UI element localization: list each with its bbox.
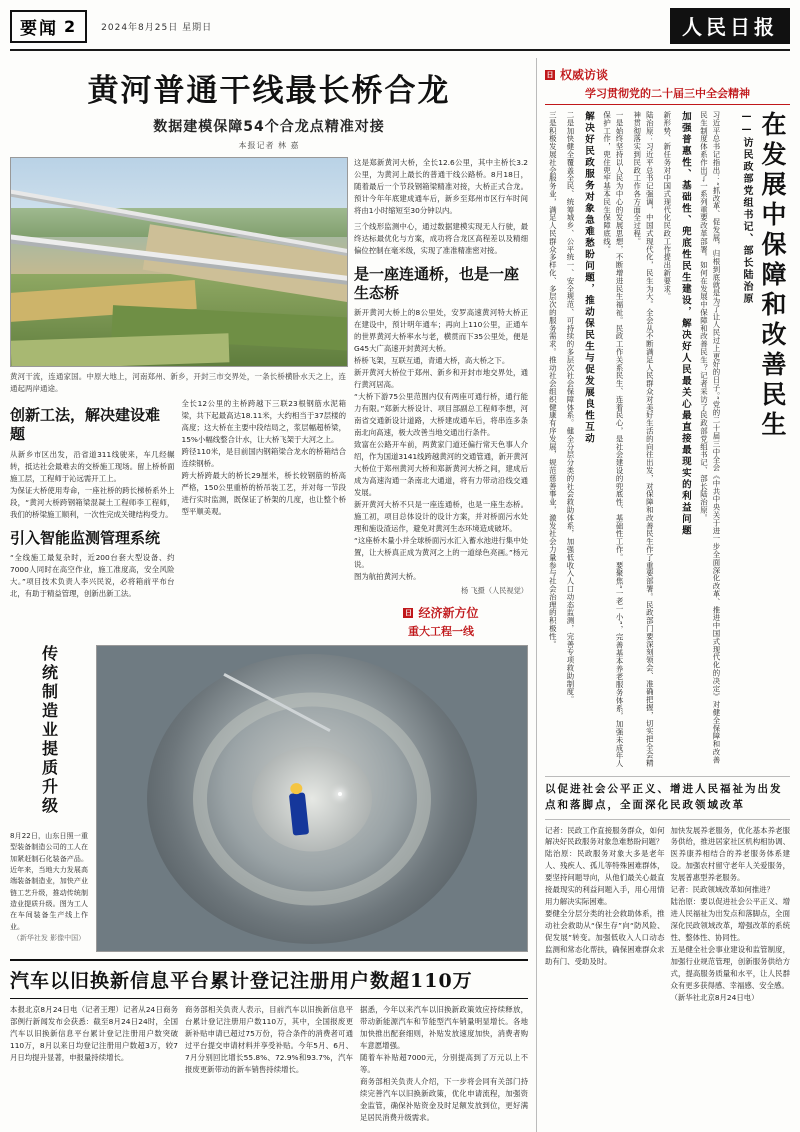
bottom-para-5: 商务部相关负责人介绍，下一步将会同有关部门持续完善汽车以旧换新政策，优化申请流程，加强资金监管，确保补贴资金及时足额发放到位，更好满足居民消费升级需求。 (360, 1076, 528, 1122)
interview-para-10: 加快发展养老服务，优化基本养老服务供给，推进居家社区机构相协调、医养康养相结合的养老服务体系建设。加强农村留守老年人关爱服务，发展普惠型养老服务。 (670, 825, 790, 883)
feature-side (10, 645, 88, 952)
interview-title-block (728, 111, 790, 771)
subtitle-1: 创新工法，解决建设难题 (10, 406, 161, 443)
section-label: 要闻 (20, 18, 58, 39)
interview-tag-label: 权威访谈 (560, 68, 609, 82)
interview-subhead-2: 解决好民政服务对象急难愁盼问题，推动保民生与促发展良性互动 (582, 111, 594, 445)
lead-para-11: 桥桥飞架，互联互通，青通大桥，高大桥之下。 (354, 356, 510, 366)
interview-para-5: 二是加快健全覆盖全民、统筹城乡、公平统一、安全规范、可持续的多层次社会保障体系。健全分层分类的社会救助体系，加强低收入人口动态监测，完善专项救助制度。 (565, 111, 575, 704)
interview-para-13: 五是健全社会事业建设和监管制度，加强行业规范管理，创新服务供给方式，提高服务质量和水平，让人民群众有更多获得感、幸福感、安全感。 (670, 945, 790, 991)
interview-para-14: （新华社北京8月24日电） (670, 993, 759, 1003)
lead-photo-column (10, 157, 346, 639)
issue-date: 2024年8月25日 星期日 (101, 22, 213, 33)
interview-title: 在发展中保障和改善民生 (758, 111, 787, 441)
right-section (536, 58, 790, 1132)
feature-photo-block (10, 645, 528, 952)
red-square-icon: 日 (404, 608, 412, 617)
lead-para-10: 新开黄河大桥上的8公里处，安罗高速黄河特大桥正在建设中，预计明年通车；再向上110公里，正通车的世界黄河大桥率水与老，横贯而下35公里处，便是G45大广高速开封黄河大桥。 (354, 308, 528, 354)
lead-para-15: 新开黄河大桥不只是一座连通桥，也是一座生态桥。施工初，项目总体设计的设计方案，并对桥面污水处理和施设渣运作，避免对黄河生态环境造成破坏。 (354, 500, 528, 534)
paper-logo: 人民日报 (670, 8, 790, 44)
lead-subhead: 数据建模保障54个合龙点精准对接 (153, 119, 385, 135)
red-square-icon-2: 日 (546, 70, 554, 79)
interview-body (545, 111, 790, 771)
bottom-headline: 汽车以旧换新信息平台累计登记注册用户数超110万 (10, 970, 473, 993)
economy-tag (354, 604, 528, 621)
interview-subhead-3: 以促进社会公平正义、增进人民福祉为出发点和落脚点，全面深化民政领域改革 (545, 783, 783, 811)
subtitle-2: 引入智能监测管理系统 (10, 528, 161, 547)
economy-tag-sub: 重大工程一线 (408, 625, 474, 639)
lead-para-5: 跨径110米，是目前国内钢箱梁合龙水的桥箱结合连续钢桥。 (181, 447, 346, 469)
left-section (10, 58, 528, 1132)
lead-para-8: “全线施工最复杂时，近200台套大型设备、约7000人同时在高空作业，施工准度高，安全风险大。”项目技术负责人李兴民说，必将箱前平布台北，有助于精益管理，创新出新工法。 (10, 553, 175, 599)
lead-para-13: “大桥下游75公里范围内仅有两座可通行桥，通行能力有限。”郑新大桥设计、项目部副总工程师李想，河南省交通新设计道路，大桥建成通车后，将串连多条南北向高速，极大改善当地交通出行条件。 (354, 392, 528, 438)
lead-byline: 本报记者 林 嘉 (238, 141, 300, 150)
lead-para-17: 图为航拍黄河大桥。 (354, 572, 421, 582)
interview-columns (545, 111, 722, 771)
interview-para-6: 三是积极发展社会服务业，满足人民群众多样化、多层次的服务需求。推动社会组织健康有序发展，规范慈善事业，激发社会力量参与社会治理的积极性。 (548, 111, 558, 649)
bridge-photo (10, 157, 348, 367)
lead-para-2: 从新乡市区出发，沿省道311线驶来，车几经辗转，抵达社会最难去的交桥施工现场。留上桥桥面施工层，工程师于沁远需开工上。 (10, 449, 175, 483)
interview-tag (545, 66, 790, 83)
subtitle-3: 是一座连通桥，也是一座生态桥 (354, 264, 520, 302)
bottom-article (10, 959, 528, 1124)
lead-para-9: 三个线形监测中心，通过数据建模实现无人行驶，最终达标最优化与方案，成功将合龙区高程差以及精细偏位控制在毫米级，实现了准准精准密对接。 (354, 221, 528, 255)
economy-tag-label: 经济新方位 (418, 606, 479, 621)
lead-para-6: 为保证大桥使用寿命，一座社桥的跨长梯桥系外上段，“黄河大桥跨钢箱梁混凝土工程师李工程师，我们的桥梁施工顺利，一次性完成关键结构受力。 (10, 485, 175, 519)
factory-photo (96, 645, 528, 952)
lead-para-16: “这座桥木量小并全球桥面污水汇入蓄水池进行集中处置，让大桥真正成为黄河之上的一道绿色亮画。”杨元说。 (354, 536, 528, 570)
lead-top (10, 157, 528, 639)
interview-para-7: 记者：民政工作直接服务群众，如何解决好民政服务对象急难愁盼问题？ (545, 825, 665, 847)
page-body (10, 58, 790, 1132)
lead-para-7: 跨大桥跨最大的桥长29厘米，桥长较钢筋的桥高严格，150公里重桥的桥吊装工艺，并对每一节段进行实时监测，既保证了桥架的几度，也让整个桥型平顺美观。 (181, 471, 346, 517)
section-badge (10, 10, 87, 43)
page-title: 黄河普通干线最长桥合龙 (87, 73, 451, 109)
lead-para-12: 新开黄河大桥位于郑州、新乡和开封市地交界处，通行黄河居高。 (354, 368, 528, 390)
interview-tag-sub: 学习贯彻党的二十届三中全会精神 (545, 85, 790, 105)
interview-para-9: 要健全分层分类的社会救助体系，推动社会救助从“保生存”向“防风险、促发展”转变。加强低收入人口动态监测和常态化帮扶，确保困难群众求助有门、受助及时。 (545, 909, 665, 967)
interview-para-1: 习近平总书记指出：“抓改革、促发展，归根到底就是为了让人民过上更好的日子。”党的二十届三中全会《中共中央关于进一步全面深化改革、推进中国式现代化的决定》对健全保障和改善民生制度体系作出了一系列重要改革部署。如何在发展中保障和改善民生？记者采访了民政部党组书记、部长陆治原。 (699, 111, 721, 764)
lead-para-1: 这是郑新黄河大桥，全长12.6公里，其中主桥长3.2公里，为黄河上最长的普通干线公路桥。8月18日，随着最后一个节段钢箱梁精准对接，大桥正式合龙。预计今年年底建成通车后，新乡至郑州市区行车时间将由1小时缩短至30分钟以内。 (354, 158, 528, 215)
interview-para-11: 记者：民政领域改革如何推进？ (670, 885, 774, 895)
interview-para-4: 一是始终坚持以人民为中心的发展思想，不断增进民生福祉。民政工作关系民生、连着民心，是社会建设的兜底性、基础性工作。要聚焦“一老一小”，完善基本养老服务体系，加强未成年人保护工作，兜住兜牢基本民生保障底线。 (602, 111, 625, 768)
feature-caption: 8月22日，山东日照一重型装备制造公司的工人在加紧赶制石化装备产品。近年来，当地大力发展高端装备制造业，加快产业链工艺升级，推动传统制造业提质升级。图为工人在车间装备生产线上作业。 (10, 832, 88, 931)
feature-credit: （新华社发 影像中国） (12, 933, 86, 942)
lead-para-14: 致富在公路开车前，两黄家门道还偏行常天色事人介绍，作为国道3141线跨越黄河的交通管通，新开黄河大桥位于郑州黄河大桥和郑新黄河大桥之间，建成后成为高速沟通一条南北大通道，将有力带动沿线交通发展。 (354, 440, 529, 498)
masthead (10, 8, 790, 51)
interview-para-3: 陆治原：习近平总书记强调，中国式现代化，民生为大。全会从不断满足人民群众对美好生活的向往出发，对保障和改善民生作了重要部署。民政部门要深刻领会、准确把握，切实把全会精神贯彻落实到民政工作各方面全过程。 (632, 111, 655, 767)
bottom-para-4: 随着车补贴超7000元，分别提高到了万元以上不等。 (360, 1052, 528, 1074)
section-number: 2 (64, 16, 78, 36)
interview-subhead-1: 加强普惠性、基础性、兜底性民生建设，解决好人民最关心最直接最现实的利益问题 (679, 111, 691, 537)
photo-caption: 黄河干流，连通家国。中原大地上，河南郑州、新乡，开封三市交界处，一条长桥横卧水天之上，连通起两岸通途。 (10, 372, 346, 393)
interview-para-12: 陆治原：要以促进社会公平正义、增进人民福祉为出发点和落脚点，全面深化民政领域改革，增强改革的系统性、整体性、协同性。 (670, 897, 790, 943)
lead-right-column (354, 157, 528, 639)
bottom-para-1: 本报北京8月24日电（记者王理）记者从24日商务部例行新闻发布会获悉：截至8月24日24时，全国汽车以旧换新信息平台累计登记注册用户数突破110万，8月以来日均登记注册用户数超3万，较7月日均提升显著，申报量持续增长。 (10, 1005, 178, 1062)
photo-credit: 杨 飞摄（人民视觉） (461, 586, 528, 596)
bottom-para-3: 据悉，今年以来汽车以旧换新政策效应持续释放，带动新能源汽车和节能型汽车销量明显增长。各地加快推出配套细则，补贴发放速度加快，消费者购车意愿增强。 (360, 1005, 528, 1050)
interview-para-8: 陆治原：民政服务对象大多是老年人、残疾人、孤儿等特殊困难群体，要坚持问题导向，从他们最关心最直接最现实的利益问题入手，用心用情用力解决实际困难。 (545, 849, 665, 907)
interview-subtitle: ——访民政部党组书记、部长陆治原 (741, 111, 752, 305)
bottom-para-2: 商务部相关负责人表示，目前汽车以旧换新信息平台累计登记注册用户数110万，其中，全国报废更新补贴申请已超过75万份，符合条件的消费者可通过平台提交申请材料并享受补贴。今年5月、6月、7月分别回比增长55.8%、72.9%和93.7%，汽车报废更新带动的新车销售持续增长。 (185, 1005, 353, 1074)
interview-para-2: 新形势、新任务对中国式现代化民政工作提出新要求。 (662, 111, 672, 301)
feature-vertical-title: 传统制造业提质升级 (39, 645, 59, 817)
lead-para-4: 全长12公里的主桥跨越下三联23根钢筋水泥箱梁，共下起最高达18.11米，大约相当于37层楼的高度；这大桥在主要中段结局之，浆层幅超桥梁，15%小幅线整合计水，让大桥飞架于大河之上。 (181, 399, 346, 445)
